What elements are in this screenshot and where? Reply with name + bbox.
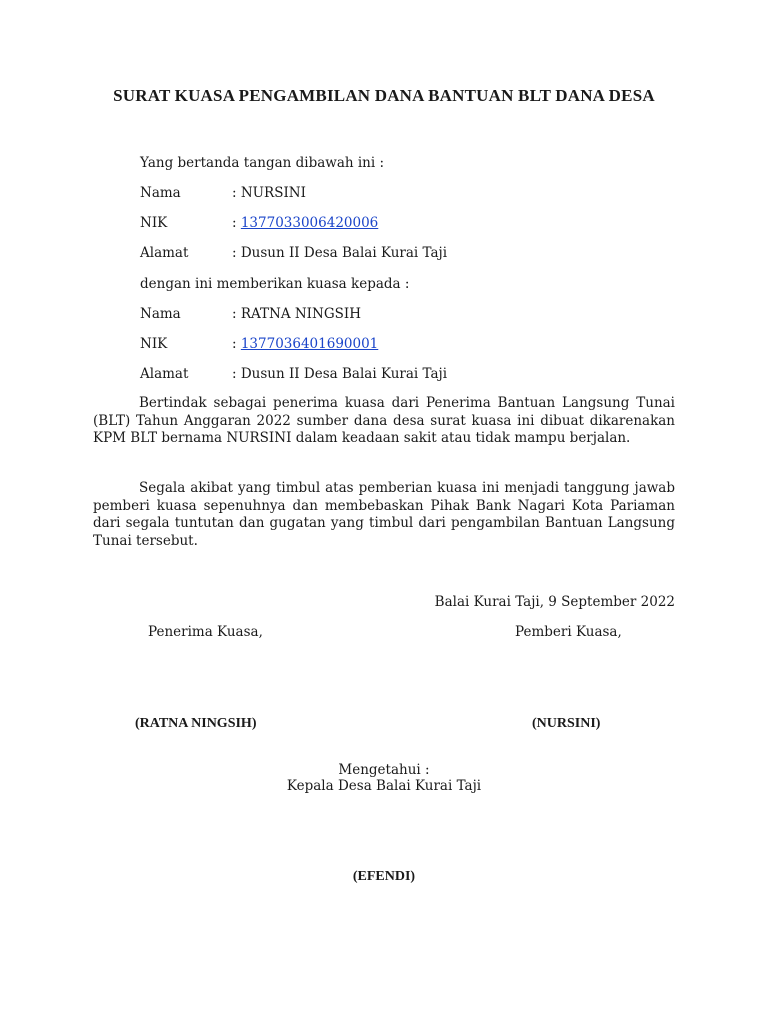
paragraph-2 (93, 480, 675, 550)
grantor-name-label: Nama (140, 185, 181, 201)
grantee-name-value: : RATNA NINGSIH (232, 306, 361, 322)
grantor-address-label: Alamat (140, 245, 189, 261)
grantor-nik-row (232, 215, 378, 231)
paragraph-1 (93, 395, 675, 448)
paragraph-2-text: Segala akibat yang timbul atas pemberian kuasa ini menjadi tanggung jawab pemberi kuasa sepenuhnya dan membebaskan Pihak Bank Nagari Kota Pariaman dari segala tuntutan dan gugatan yang timbul dari pengambilan Bantuan Langsung Tunai tersebut. (93, 480, 675, 549)
paragraph-1-text: Bertindak sebagai penerima kuasa dari Penerima Bantuan Langsung Tunai (BLT) Tahun Anggaran 2022 sumber dana desa surat kuasa ini dibuat dikarenakan KPM BLT bernama NURSINI dalam keadaan sakit atau tidak mampu berjalan. (93, 395, 675, 446)
grantor-nik-label: NIK (140, 215, 168, 231)
grantee-name-label: Nama (140, 306, 181, 322)
grantor-address-value: : Dusun II Desa Balai Kurai Taji (232, 245, 448, 261)
receiver-label: Penerima Kuasa, (148, 624, 263, 640)
transition-text: dengan ini memberikan kuasa kepada : (140, 276, 410, 292)
giver-signature-name: (NURSINI) (532, 716, 601, 731)
grantor-nik-prefix: : (232, 215, 241, 231)
receiver-signature-name: (RATNA NINGSIH) (135, 716, 257, 731)
document-title: SURAT KUASA PENGAMBILAN DANA BANTUAN BLT DANA DESA (113, 86, 655, 105)
giver-label: Pemberi Kuasa, (515, 624, 622, 640)
place-date: Balai Kurai Taji, 9 September 2022 (434, 594, 675, 610)
grantee-address-label: Alamat (140, 366, 189, 382)
acknowledgement-position: Kepala Desa Balai Kurai Taji (286, 778, 482, 794)
grantee-nik-prefix: : (232, 336, 241, 352)
grantee-nik-label: NIK (140, 336, 168, 352)
grantor-nik-link[interactable]: 1377033006420006 (240, 215, 379, 231)
grantee-nik-link[interactable]: 1377036401690001 (240, 336, 379, 352)
grantee-address-value: : Dusun II Desa Balai Kurai Taji (232, 366, 448, 382)
grantor-name-value: : NURSINI (232, 185, 306, 201)
grantee-nik-row (232, 336, 378, 352)
acknowledgement-label: Mengetahui : (338, 762, 430, 778)
village-head-signature-name: (EFENDI) (352, 869, 416, 884)
intro-text: Yang bertanda tangan dibawah ini : (140, 155, 385, 171)
